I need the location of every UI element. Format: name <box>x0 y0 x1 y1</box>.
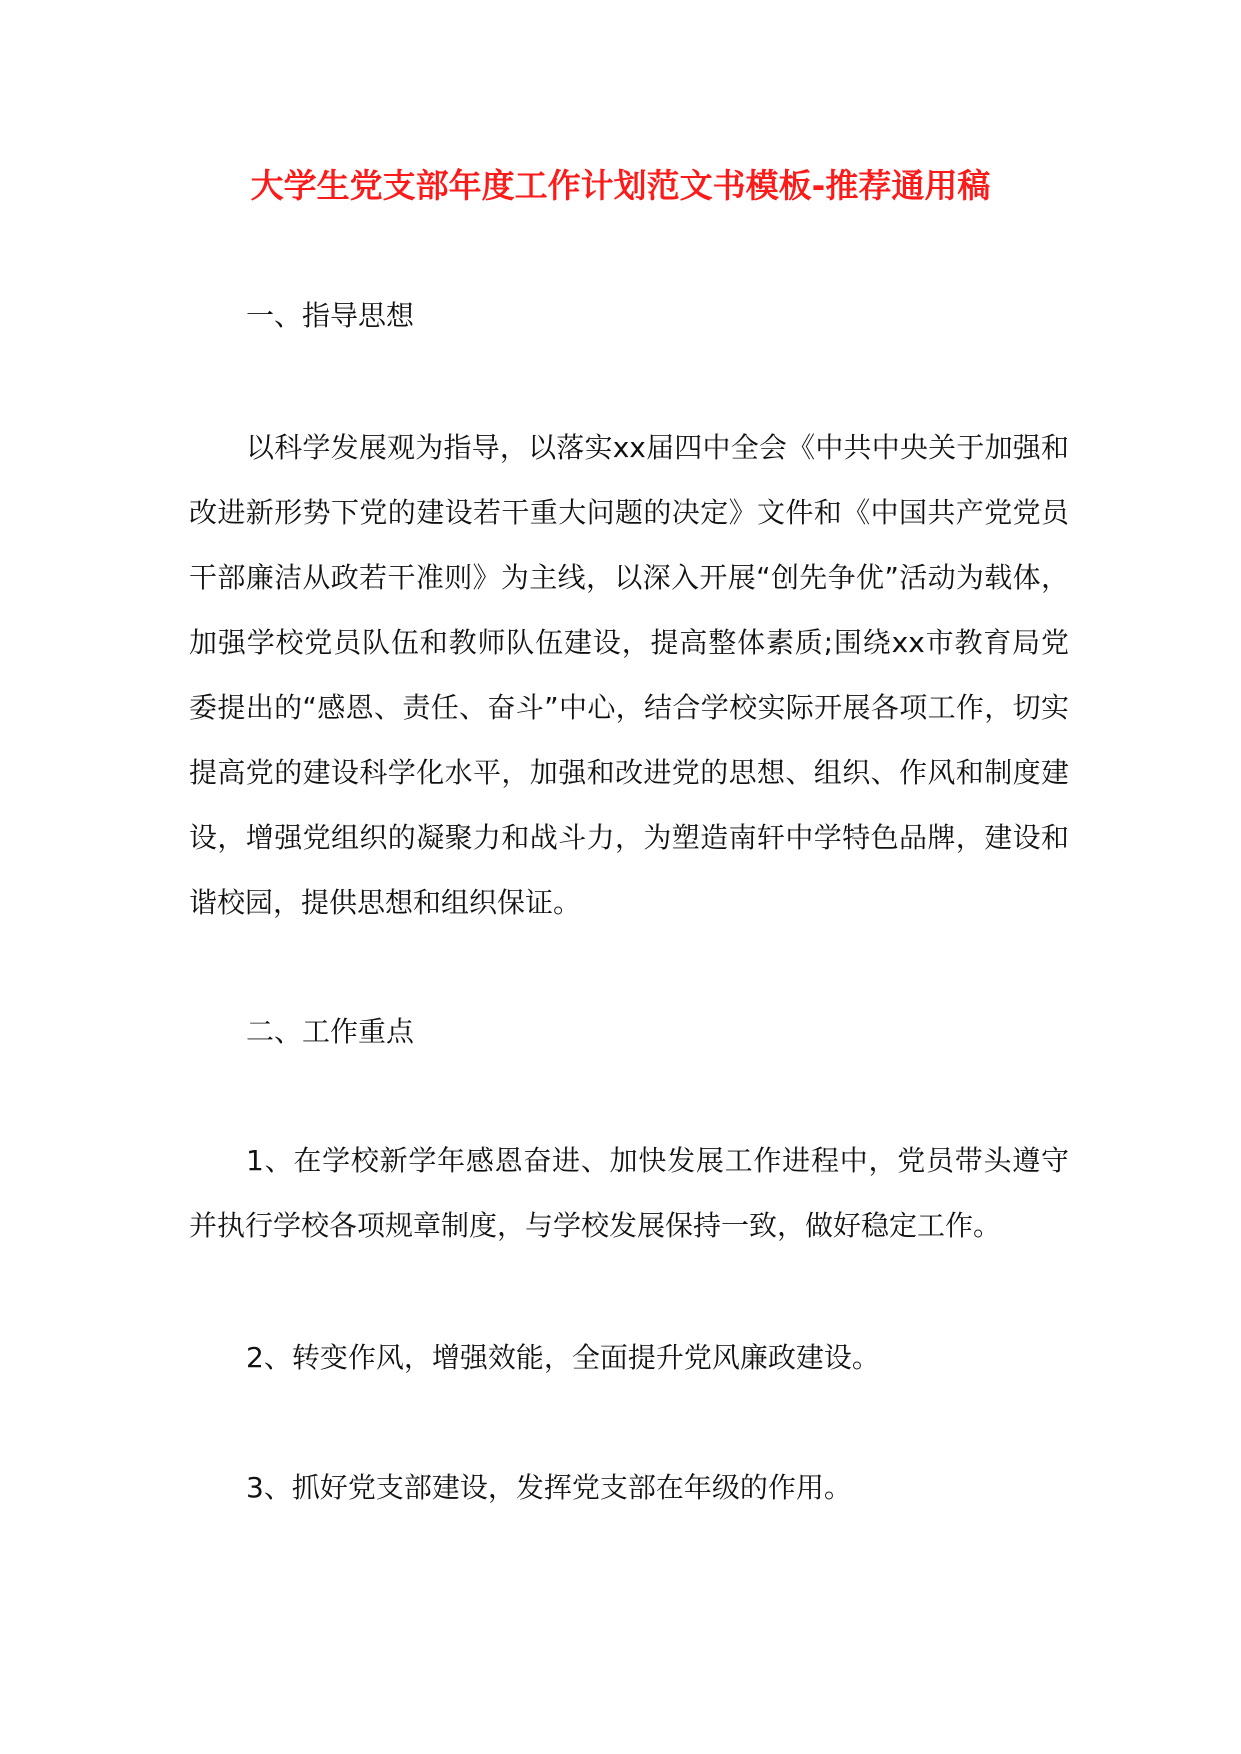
section-heading-guiding-ideology: 一、指导思想 <box>246 299 415 332</box>
list-item-1: 1、在学校新学年感恩奋进、加快发展工作进程中，党员带头遵守并执行学校各项规章制度，与学校发展保持一致，做好稳定工作。 <box>189 1144 1069 1242</box>
paragraph-guiding-ideology: 以科学发展观为指导，以落实xx届四中全会《中共中央关于加强和改进新形势下党的建设若干重大问题的决定》文件和《中国共产党党员干部廉洁从政若干准则》为主线，以深入开展“创先争优”活动为载体，加强学校党员队伍和教师队伍建设，提高整体素质;围绕xx市教育局党委提出的“感恩、责任、奋斗”中心，结合学校实际开展各项工作，切实提高党的建设科学化水平，加强和改进党的思想、组织、作风和制度建设，增强党组织的凝聚力和战斗力，为塑造南轩中学特色品牌，建设和谐校园，提供思想和组织保证。 <box>189 431 1069 919</box>
list-item-2: 2、转变作风，增强效能，全面提升党风廉政建设。 <box>246 1341 880 1374</box>
section-heading-work-focus: 二、工作重点 <box>246 1015 415 1048</box>
document-title: 大学生党支部年度工作计划范文书模板-推荐通用稿 <box>250 166 991 205</box>
list-item-3: 3、抓好党支部建设，发挥党支部在年级的作用。 <box>246 1471 852 1504</box>
